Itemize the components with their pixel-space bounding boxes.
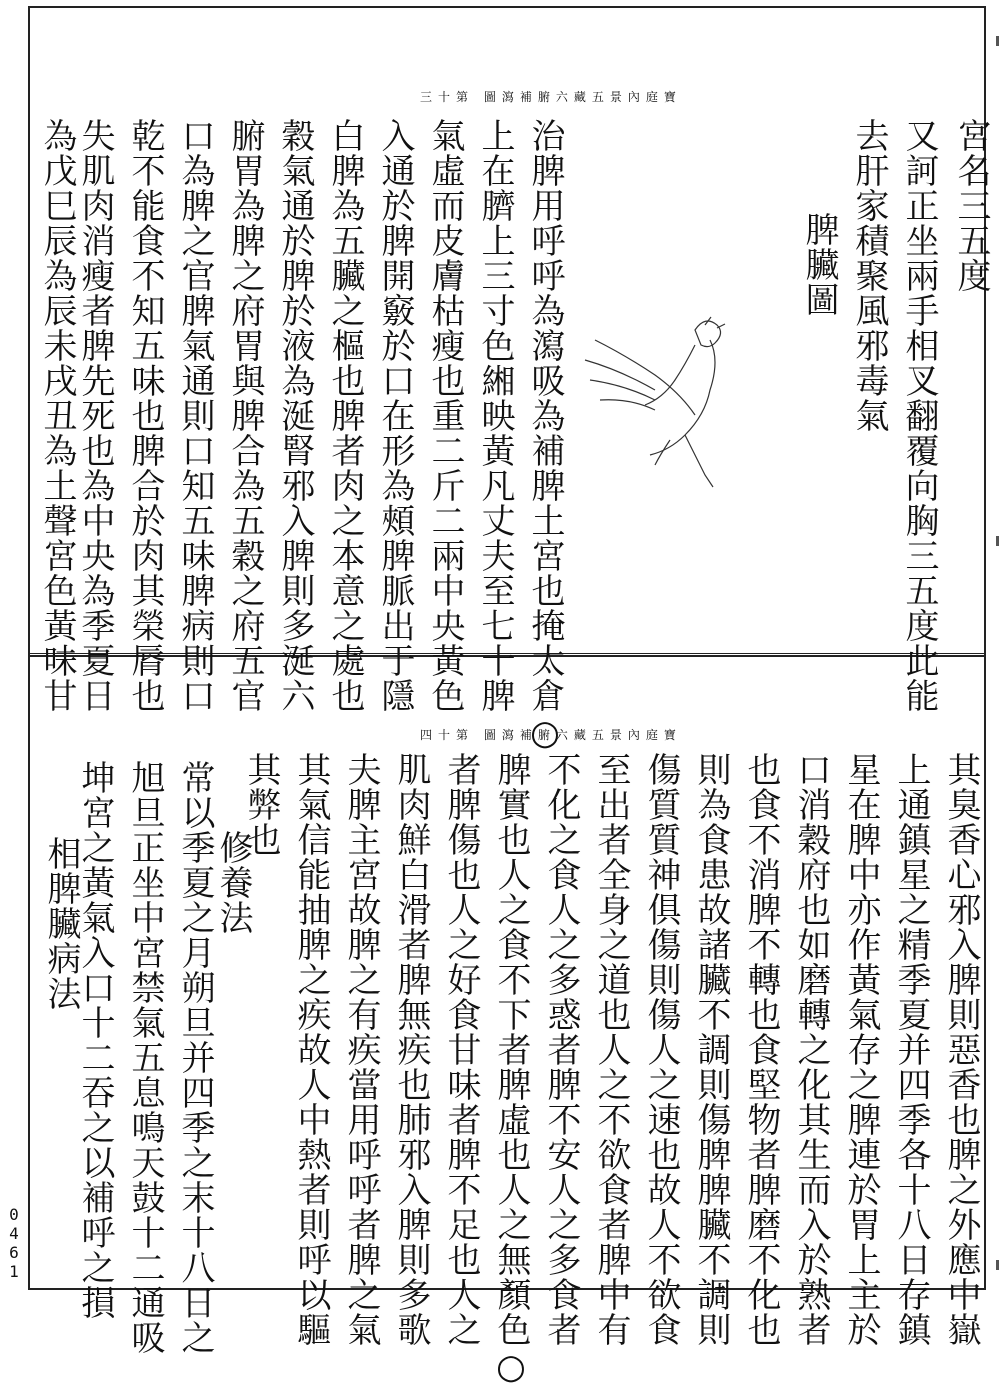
edge-mark: [996, 536, 999, 546]
lower-col-15: 其弊也: [241, 752, 281, 857]
section-col-3: 坤宮之黃氣入口十二吞之以補呼之損: [75, 760, 115, 1320]
upper-left-col-1: 治脾用呼呼為瀉吸為補脾土宮也掩太倉○: [525, 118, 565, 754]
upper-left-col-6: 穀氣通於脾於液為涎腎邪入脾則多涎六: [275, 118, 315, 713]
upper-left-col-8: 口為脾之官脾氣通則口知五味脾病則口: [175, 118, 215, 713]
upper-right-col-2: 又訶正坐兩手相叉翻覆向胸三五度此能: [899, 118, 939, 713]
next-section-title: 相脾臟病法: [41, 836, 81, 1011]
lower-col-5: 也食不消脾不轉也食堅物者脾磨不化也: [741, 752, 781, 1347]
section-title: 修養法: [213, 830, 253, 935]
upper-left-col-9: 乾不能食不知五味也脾合於肉其榮脣也: [125, 118, 165, 713]
upper-left-col-5: 白脾為五臟之樞也脾者肉之本意之處也: [325, 118, 365, 713]
lower-col-8: 至出者全身之道也人之不欲食者脾中有: [591, 752, 631, 1347]
upper-left-col-11: 為戊巳辰為辰未戌丑為土聲宮色黃味甘: [37, 118, 77, 713]
lower-col-12: 肌肉鮮白滑者脾無疾也肺邪入脾則多歌: [391, 752, 431, 1347]
upper-right-col-3: 去肝家積聚風邪毒氣: [849, 118, 889, 433]
spleen-figure: [575, 300, 750, 500]
lower-col-6: 則為食患故諸臟不調則傷脾脾臟不調則: [691, 752, 731, 1347]
lower-col-11: 者脾傷也人之好食甘味者脾不足也人之: [441, 752, 481, 1347]
lower-col-10: 脾實也人之食不下者脾虛也人之無顏色○: [491, 752, 531, 1388]
upper-left-col-7: 腑胃為脾之府胃與脾合為五穀之府五官: [225, 118, 265, 713]
lower-col-14: 其氣信能抽脾之疾故人中熱者則呼以驅: [291, 752, 331, 1347]
lower-col-1: 其臭香心邪入脾則惡香也脾之外應中嶽: [941, 752, 981, 1347]
section-col-2: 旭旦正坐中宮禁氣五息鳴天鼓十二通吸: [125, 760, 165, 1355]
edge-mark: [996, 36, 999, 46]
upper-left-col-2: 上在臍上三寸色緗映黃凡丈夫至七十脾: [475, 118, 515, 713]
lower-col-13: 夫脾主宮故脾之有疾當用呼呼者脾之氣: [341, 752, 381, 1347]
upper-left-col-4: 入通於脾開竅於口在形為頰脾脈出于隱: [375, 118, 415, 713]
lower-col-9: 不化之食人之多惑者脾不安人之多食者: [541, 752, 581, 1347]
lower-col-3: 星在脾中亦作黃氣存之脾連於胃上主於: [841, 752, 881, 1347]
upper-running-head: 寶庭內景五藏六腑補瀉圖 第十三: [420, 90, 682, 104]
lower-col-7: 傷質質神俱傷則傷人之速也故人不欲食: [641, 752, 681, 1347]
upper-left-col-3: 氣虛而皮膚枯瘦也重二斤二兩中央黃色: [425, 118, 465, 713]
figure-title: 脾臟圖: [799, 212, 839, 317]
lower-col-4: 口消穀府也如磨轉之化其生而入於熟者: [791, 752, 831, 1347]
section-col-1: 常以季夏之月朔旦并四季之末十八日之: [175, 760, 215, 1355]
edge-mark: [996, 1260, 999, 1270]
margin-page-number: 0 4 6 1: [9, 1205, 19, 1281]
upper-right-col-1: 宮名三五度: [951, 118, 991, 293]
lower-running-head: 寶庭內景五藏六腑補瀉圖 第十四: [420, 728, 682, 742]
upper-left-col-10: 失肌肉消瘦者脾先死也為中央為季夏日: [75, 118, 115, 713]
lower-col-2: 上通鎮星之精季夏并四季各十八日存鎮: [891, 752, 931, 1347]
